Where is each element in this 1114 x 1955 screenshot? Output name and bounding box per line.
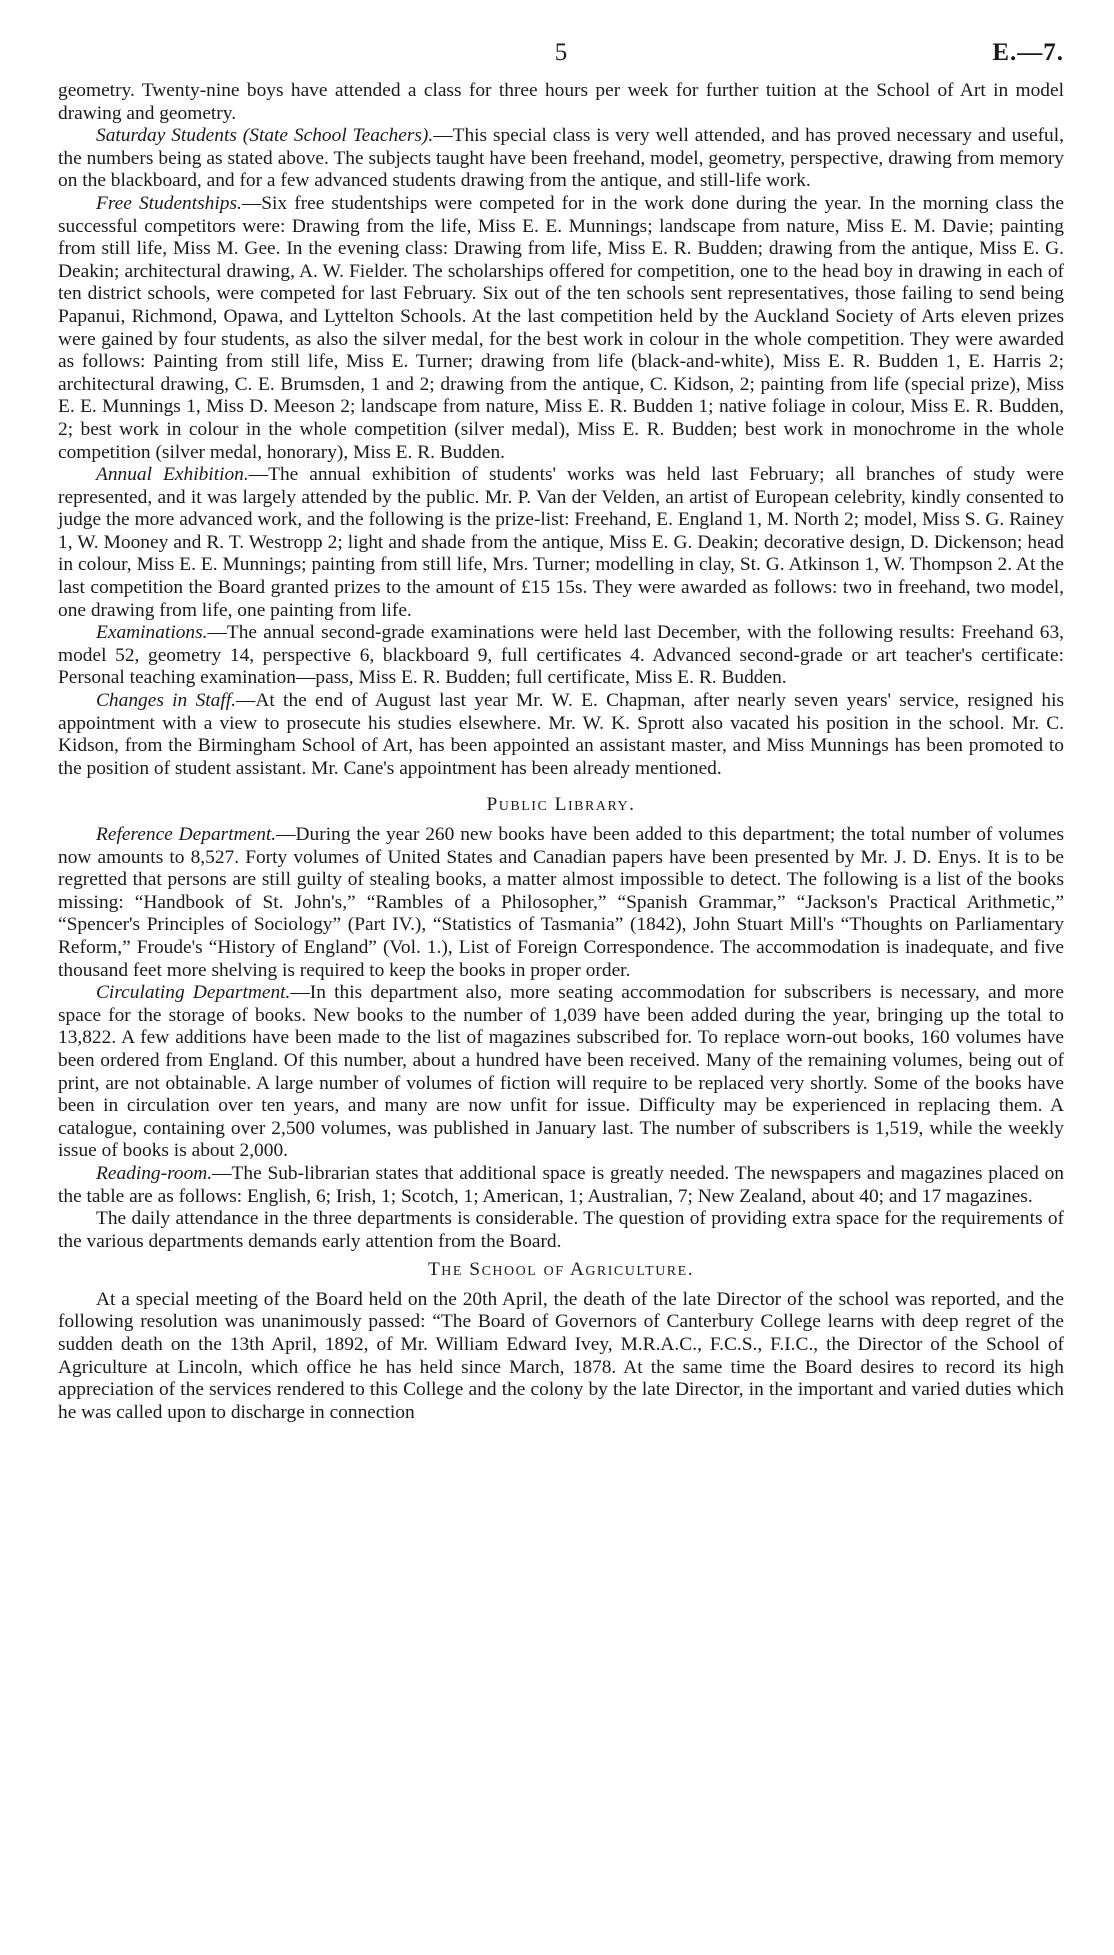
- page-header: [58, 39, 1064, 80]
- free-studentships-text: —Six free studentships were competed for in the work done during the year. In the morning class the successful competitors were: Drawing from the life, Miss E. E. Munnings; landscape from nature, Miss E. M. Davie; painting from still life, Miss M. Gee. In the evening class: Drawing from life, Miss E. R. Budden; drawing from the antique, Miss E. G. Deakin; architectural drawing, A. W. Fielder. The scholarships offered for competition, one to the head boy in drawing in each of ten district schools, were competed for last February. Six out of the ten schools sent representatives, those failing to send being Papanui, Richmond, Opawa, and Lyttelton Schools. At the last competition held by the Auckland Society of Arts eleven prizes were gained by four students, as also the silver medal, for the best work in colour in the whole competition. They were awarded as follows: Painting from still life, Miss E. Turner; drawing from life (black-and-white), Miss E. R. Budden 1, E. Harris 2; architectural drawing, C. E. Brumsden, 1 and 2; drawing from the antique, C. Kidson, 2; painting from life (special prize), Miss E. E. Munnings 1, Miss D. Meeson 2; landscape from nature, Miss E. R. Budden 1; native foliage in colour, Miss E. R. Budden, 2; best work in colour in the whole competition (silver medal), Miss E. R. Budden; best work in monochrome in the whole competition (silver medal, honorary), Miss E. R. Budden.: [58, 192, 1064, 463]
- document-page: [58, 39, 1064, 1424]
- page-number: 5: [554, 39, 568, 66]
- paragraph-reference-department: [58, 824, 1064, 982]
- document-reference: E.—7.: [992, 39, 1064, 66]
- saturday-heading: Saturday Students (State School Teachers).: [96, 125, 434, 147]
- circulating-text: —In this department also, more seating accommodation for subscribers is necessary, and more space for the storage of books. New books to the number of 1,039 have been added during the year, bringing up the total to 13,822. A few additions have been made to the list of magazines subscribed for. To replace worn-out books, 160 volumes have been ordered from England. Of this number, about a hundred have been received. Many of the remaining volumes, being out of print, are not obtainable. A large number of volumes of fiction will require to be replaced very shortly. Some of the books have been in circulation over ten years, and many are now unfit for issue. Difficulty may be experienced in replacing them. A catalogue, containing over 2,500 volumes, was published in January last. The number of subscribers is 1,519, while the weekly issue of books is about 2,000.: [58, 982, 1064, 1162]
- paragraph-annual-exhibition: [58, 464, 1064, 622]
- paragraph-changes-in-staff: [58, 690, 1064, 780]
- paragraph-reading-room: [58, 1163, 1064, 1208]
- changes-in-staff-heading: Changes in Staff.: [96, 690, 236, 712]
- paragraph-continuation: geometry. Twenty-nine boys have attended a class for three hours per week for further tuition at the School of Art in model drawing and geometry.: [58, 80, 1064, 124]
- reference-heading: Reference Department.: [96, 824, 277, 845]
- section-title-public-library: Public Library.: [486, 794, 636, 816]
- paragraph-saturday-students: [58, 125, 1064, 193]
- section-title-school-of-agriculture: The School of Agriculture.: [427, 1259, 695, 1281]
- reading-room-heading: Reading-room.: [96, 1162, 213, 1184]
- paragraph-circulating-department: [58, 982, 1064, 1163]
- changes-in-staff-text: —At the end of August last year Mr. W. E. Chapman, after nearly seven years' service, resigned his appointment with a view to prosecute his studies elsewhere. Mr. W. K. Sprott also vacated his position in the school. Mr. C. Kidson, from the Birmingham School of Art, has been appointed an assistant master, and Miss Munnings has been promoted to the position of student assistant. Mr. Cane's appointment has been already mentioned.: [58, 690, 1064, 779]
- paragraph-examinations: [58, 622, 1064, 690]
- circulating-heading: Circulating Department.: [96, 982, 291, 1004]
- reading-room-text: —The Sub-librarian states that additional space is greatly needed. The newspapers and magazines placed on the table are as follows: English, 6; Irish, 1; Scotch, 1; American, 1; Australian, 7; New Zealand, about 40; and 17 magazines.: [58, 1162, 1064, 1207]
- annual-exhibition-text: —The annual exhibition of students' works was held last February; all branches of study were represented, and it was largely attended by the public. Mr. P. Van der Velden, an artist of European celebrity, kindly consented to judge the more advanced work, and the following is the prize-list: Freehand, E. England 1, M. North 2; model, Miss S. G. Rainey 1, W. Mooney and R. T. Westropp 2; light and shade from the antique, Miss E. G. Deakin; decorative design, D. Dickenson; head in colour, Miss E. E. Munnings; painting from still life, Mrs. Turner; modelling in clay, St. G. Atkinson 1, W. Thompson 2. At the last competition the Board granted prizes to the amount of £15 15s. They were awarded as follows: two in freehand, two model, one drawing from life, one painting from life.: [58, 464, 1064, 621]
- paragraph-agriculture: At a special meeting of the Board held on the 20th April, the death of the late Director of the school was reported, and the following resolution was unanimously passed: “The Board of Governors of Canterbury College learns with deep regret of the sudden death on the 13th April, 1892, of Mr. William Edward Ivey, M.R.A.C., F.C.S., F.I.C., the Director of the School of Agriculture at Lincoln, which office he has held since March, 1878. At the same time the Board desires to record its high appreciation of the services rendered to this College and the colony by the late Director, in the important and varied duties which he was called upon to discharge in connection: [58, 1288, 1064, 1423]
- paragraph-free-studentships: [58, 193, 1064, 464]
- saturday-text: —This special class is very well attended, and has proved necessary and useful, the numbers being as stated above. The subjects taught have been freehand, model, geometry, perspective, drawing from memory on the blackboard, and for a few advanced students drawing from the antique, and still-life work.: [58, 125, 1064, 192]
- reference-text: —During the year 260 new books have been added to this department; the total number of volumes now amounts to 8,527. Forty volumes of United States and Canadian papers have been presented by Mr. J. D. Enys. It is to be regretted that persons are still guilty of stealing books, a matter almost impossible to detect. The following is a list of the books missing: “Handbook of St. John's,” “Rambles of a Philosopher,” “Spanish Grammar,” “Jackson's Practical Arithmetic,” “Spencer's Principles of Sociology” (Part IV.), “Statistics of Tasmania” (1842), John Stuart Mill's “Thoughts on Parliamentary Reform,” Froude's “History of England” (Vol. 1.), List of Foreign Correspondence. The accommodation is inadequate, and five thousand feet more shelving is required to keep the books in proper order.: [58, 824, 1064, 981]
- annual-exhibition-heading: Annual Exhibition.: [96, 464, 249, 486]
- examinations-heading: Examinations.: [96, 622, 208, 644]
- free-studentships-heading: Free Studentships.: [96, 192, 242, 214]
- paragraph-attendance: The daily attendance in the three departments is considerable. The question of providing extra space for the requirements of the various departments demands early attention from the Board.: [58, 1208, 1064, 1252]
- examinations-text: —The annual second-grade examinations were held last December, with the following results: Freehand 63, model 52, geometry 14, perspective 6, blackboard 9, full certificates 4. Advanced second-grade or art teacher's certificate: Personal teaching examination—pass, Miss E. R. Budden; full certificate, Miss E. R. Budden.: [58, 622, 1064, 689]
